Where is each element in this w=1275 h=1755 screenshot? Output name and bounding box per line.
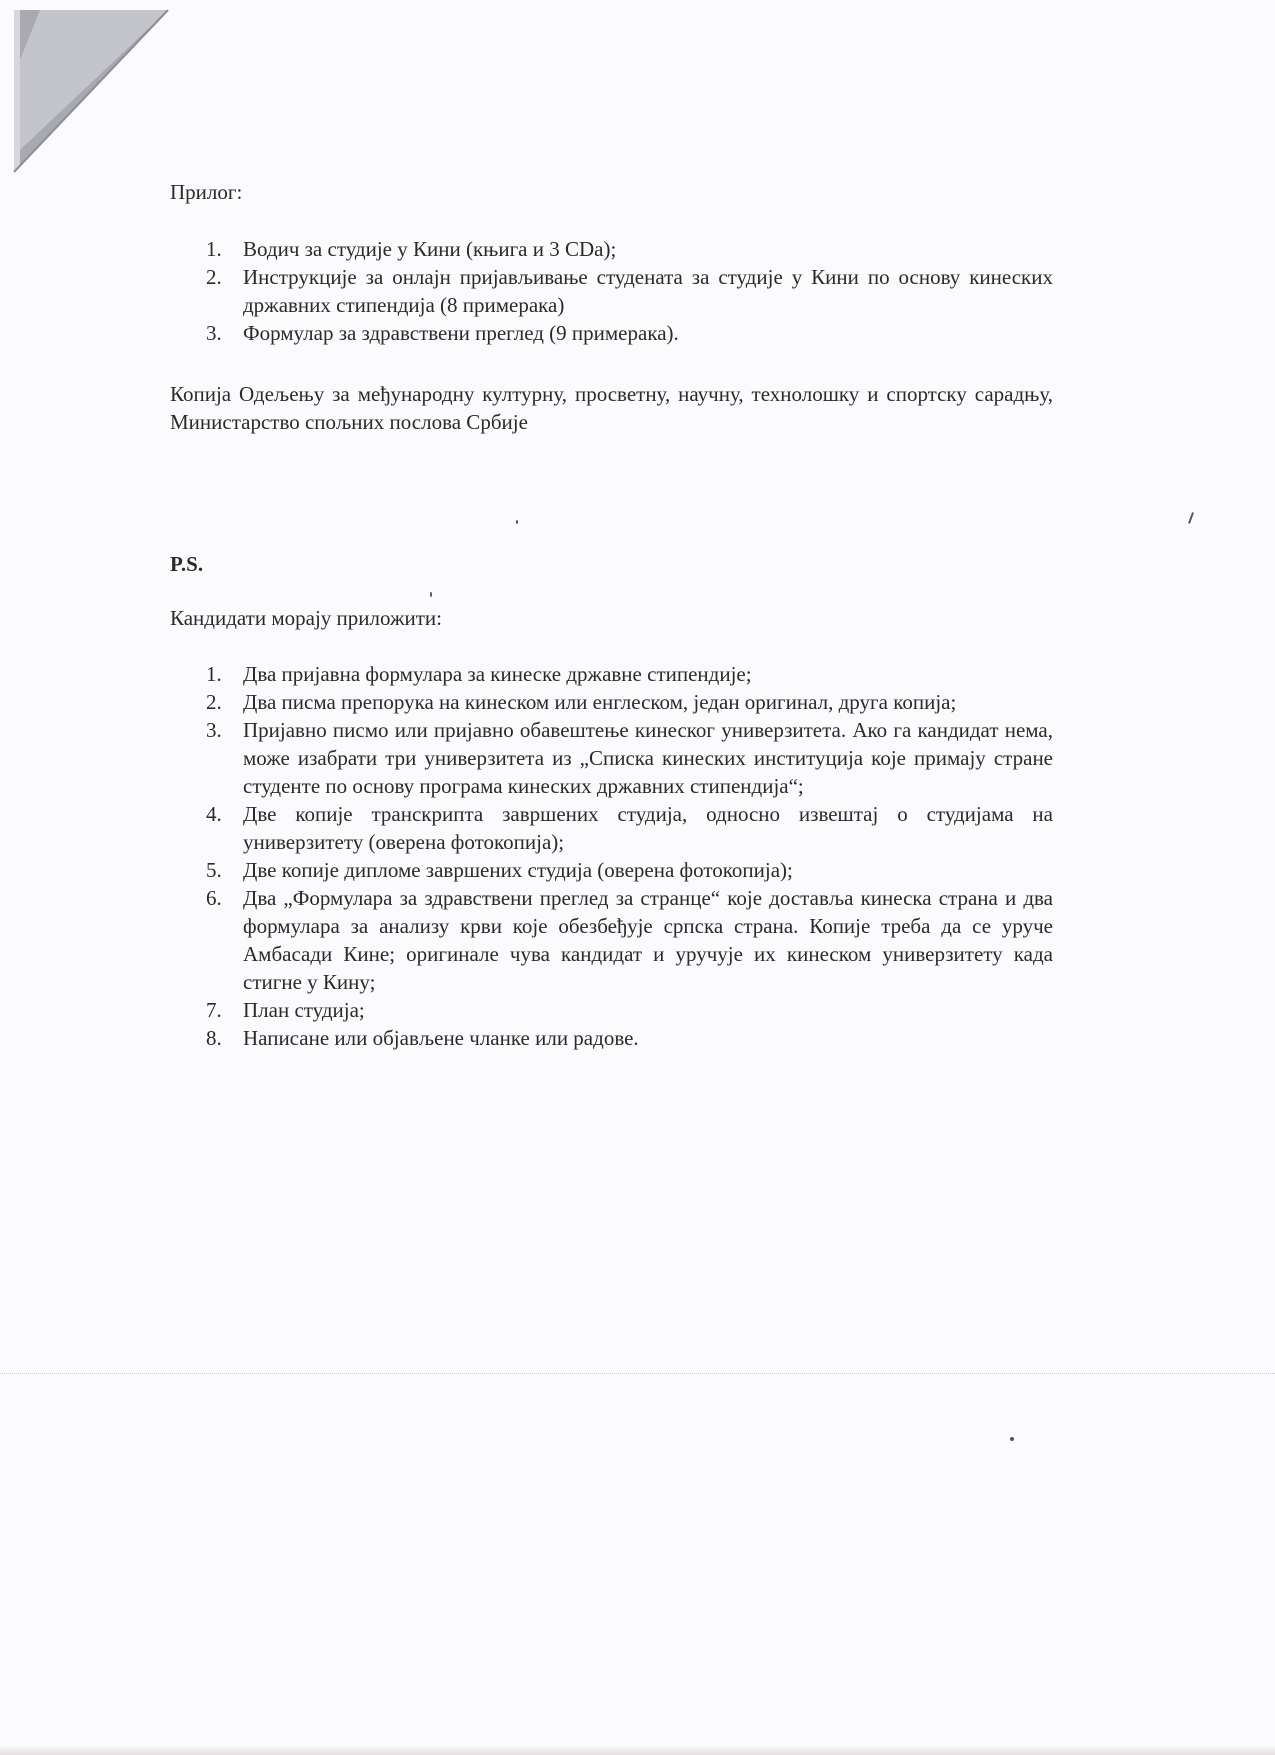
candidates-list bbox=[170, 660, 1053, 1052]
item-number: 2. bbox=[206, 265, 222, 289]
item-text: План студија; bbox=[243, 998, 365, 1022]
item-text: Две копије дипломе завршених студија (оверена фотокопија); bbox=[243, 858, 793, 882]
item-text: Две копије транскрипта завршених студија, односно извештај о студијама на универзитету (оверена фотокопија); bbox=[243, 802, 1053, 854]
list-item bbox=[170, 856, 1053, 884]
item-number: 8. bbox=[206, 1026, 222, 1050]
item-text: Водич за студије у Кини (књига и 3 CDa); bbox=[243, 237, 617, 261]
page-bottom-edge bbox=[0, 1745, 1275, 1755]
item-number: 1. bbox=[206, 237, 222, 261]
item-text: Написане или објављене чланке или радове. bbox=[243, 1026, 639, 1050]
list-item bbox=[170, 263, 1053, 319]
scan-speck bbox=[1188, 512, 1194, 524]
list-item bbox=[170, 884, 1053, 996]
candidates-label: Кандидати морају приложити: bbox=[170, 606, 442, 630]
list-item bbox=[170, 660, 1053, 688]
item-text: Инструкције за онлајн пријављивање студената за студије у Кини по основу кинеских државних стипендија (8 примерака) bbox=[243, 265, 1053, 317]
item-number: 3. bbox=[206, 321, 222, 345]
item-text: Два пријавна формулара за кинеске државне стипендије; bbox=[243, 662, 752, 686]
list-item bbox=[170, 235, 1053, 263]
list-item bbox=[170, 800, 1053, 856]
item-number: 7. bbox=[206, 998, 222, 1022]
list-item bbox=[170, 716, 1053, 800]
list-item bbox=[170, 688, 1053, 716]
list-item bbox=[170, 996, 1053, 1024]
scan-speck bbox=[430, 592, 432, 597]
ps-title: P.S. bbox=[170, 552, 204, 576]
item-number: 6. bbox=[206, 886, 222, 910]
attachments-label: Прилог: bbox=[170, 180, 243, 204]
item-number: 5. bbox=[206, 858, 222, 882]
item-text: Два писма препорука на кинеском или енглеском, један оригинал, друга копија; bbox=[243, 690, 957, 714]
item-text: Формулар за здравствени преглед (9 примерака). bbox=[243, 321, 679, 345]
item-text: Пријавно писмо или пријавно обавештење кинеског универзитета. Ако га кандидат нема, може изабрати три универзитета из „Списка кинеских институција које примају стране студенте по основу програма кинеских државних стипендија“; bbox=[243, 718, 1053, 798]
list-item bbox=[170, 319, 1053, 347]
scan-speck bbox=[1010, 1437, 1014, 1441]
item-number: 2. bbox=[206, 690, 222, 714]
scan-speck bbox=[516, 520, 518, 524]
copy-note: Копија Одељењу за међународну културну, просветну, научну, технолошку и спортску сарадњу, Министарство спољних послова Србије bbox=[170, 382, 1053, 434]
item-number: 4. bbox=[206, 802, 222, 826]
item-text: Два „Формулара за здравствени преглед за странце“ које доставља кинеска страна и два формулара за анализу крви које обезбеђује српска страна. Копије треба да се уруче Амбасади Кине; оригинале чува кандидат и уручује их кинеском универзитету када стигне у Кину; bbox=[243, 886, 1053, 994]
item-number: 1. bbox=[206, 662, 222, 686]
item-number: 3. bbox=[206, 718, 222, 742]
attachments-list bbox=[170, 235, 1053, 347]
scan-artifact-line bbox=[0, 1373, 1275, 1374]
list-item bbox=[170, 1024, 1053, 1052]
folded-corner bbox=[0, 0, 180, 180]
